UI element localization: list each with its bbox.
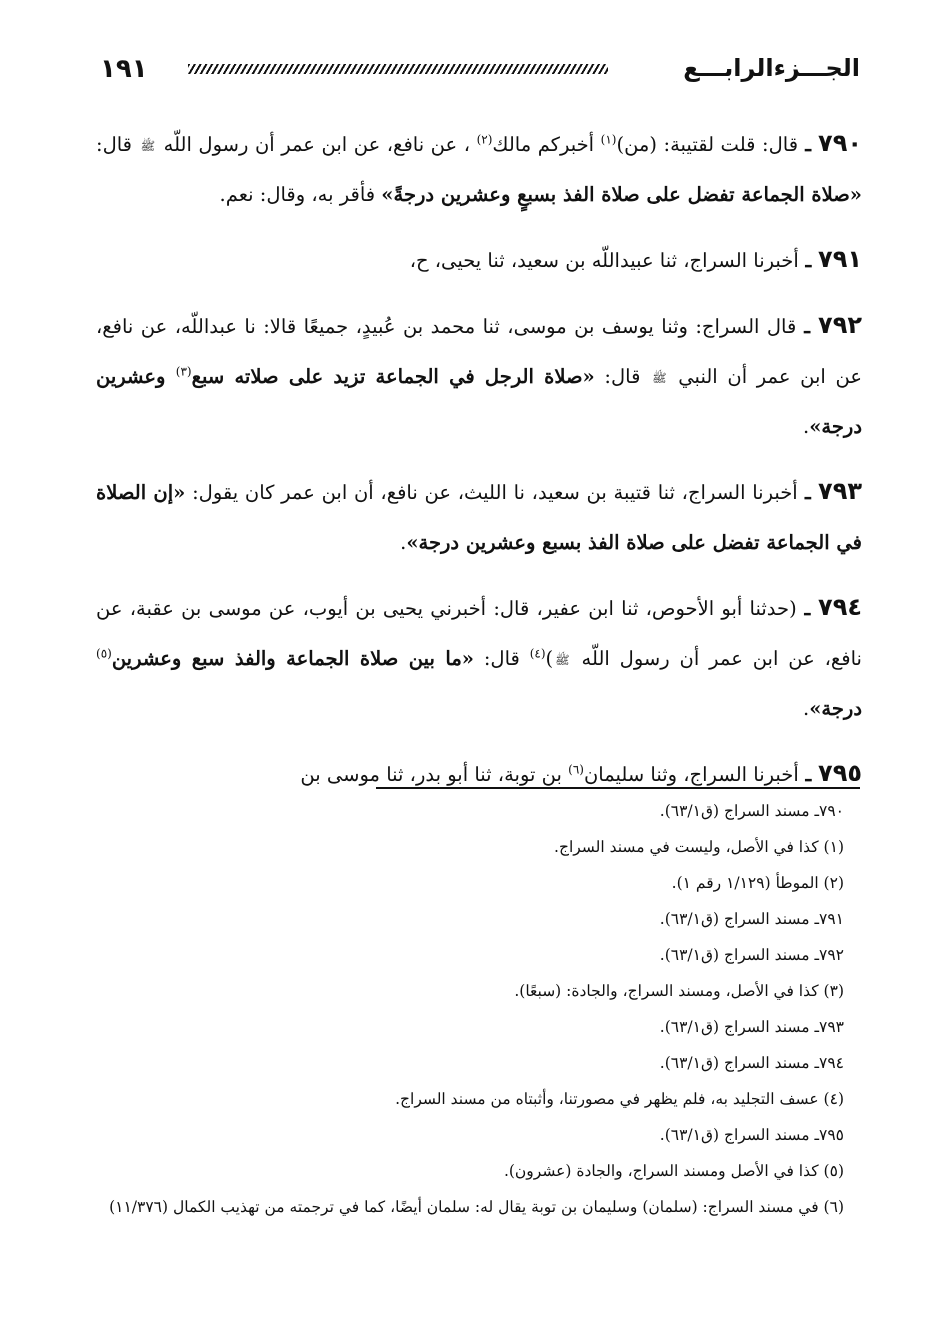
footnote-separator: [376, 787, 860, 789]
footnote-item: ٧٩٥ـ مسند السراج (ق٦٣/١).: [659, 1126, 844, 1144]
footnote-ref[interactable]: (٤): [529, 646, 546, 661]
footnote-ref[interactable]: (٦): [568, 762, 584, 777]
footnote-item: (١) كذا في الأصل، وليست في مسند السراج.: [554, 838, 844, 856]
isnad-text: .: [803, 415, 810, 438]
page-header: [100, 48, 860, 98]
hadith-number: ٧٩٣: [818, 477, 862, 505]
footnote-item: (٦) في مسند السراج: (سلمان) وسليمان بن توبة يقال له: سلمان أيضًا، كما في ترجمته من تهذيب الكمال (١١/٣٧٦): [109, 1198, 844, 1216]
footnote-item: (٤) عسف التجليد به، فلم يظهر في مصورتنا، وأثبتاه من مسند السراج.: [395, 1090, 844, 1108]
main-text: [96, 118, 862, 814]
hadith-790: ٧٩٠ ـ قال: قلت لقتيبة: (من)$^{(١)}$ أخبركم مالك$^{(٢)}$ ، عن نافع، عن ابن عمر أن رسول اللّه ﷺ قال: «صلاة الجماعة تفضل على صلاة الفذ بسبعٍ وعشرين درجةً» فأقر به، وقال: نعم.: [96, 129, 862, 206]
footnote-ref[interactable]: (١): [600, 132, 617, 147]
hadith-793: ٧٩٣ ـ أخبرنا السراج، ثنا قتيبة بن سعيد، نا الليث، عن نافع، أن ابن عمر كان يقول: «إن الصلاة في الجماعة تفضل على صلاة الفذ بسبع وعشرين درجة».: [96, 477, 862, 554]
footnote-item: (٣) كذا في الأصل، ومسند السراج، والجادة: (سبعًا).: [514, 982, 844, 1000]
footnote-ref[interactable]: (٢): [476, 132, 493, 147]
isnad-text: .: [400, 531, 407, 554]
footnote-item: ٧٩٠ـ مسند السراج (ق٦٣/١).: [659, 802, 844, 820]
footnote-item: ٧٩١ـ مسند السراج (ق٦٣/١).: [659, 910, 844, 928]
salla-ligature-glyph: ﷺ: [140, 138, 156, 153]
footnote-ref[interactable]: (٣): [175, 364, 192, 379]
isnad-text: فأقر به، وقال: نعم.: [219, 183, 382, 206]
isnad-text: قال السراج: وثنا يوسف بن موسى، ثنا محمد بن عُبيدٍ، جميعًا قالا: نا عبداللّه، عن نافع، عن ابن عمر أن النبي: [96, 315, 862, 388]
footnote-item: ٧٩٤ـ مسند السراج (ق٦٣/١).: [659, 1054, 844, 1072]
isnad-text: .: [803, 697, 810, 720]
isnad-text: قال:: [594, 365, 651, 388]
footnotes: [96, 793, 864, 1222]
footnote-ref[interactable]: (٥): [96, 646, 112, 661]
matn-text: درجة»: [809, 697, 862, 720]
hadith-number: ٧٩٥: [818, 759, 862, 787]
hadith-794: ٧٩٤ ـ (حدثنا أبو الأحوص، ثنا ابن عفير، قال: أخبرني يحيى بن أيوب، عن موسى بن عقبة، عن نافع، عن ابن عمر أن رسول اللّه ﷺ)$^{(٤)}$ قال: «ما بين صلاة الجماعة والفذ سبع وعشرين$^{(٥)}$ درجة».: [96, 593, 862, 720]
header-decorative-rule: [188, 64, 608, 74]
isnad-text: أخبرنا السراج، ثنا قتيبة بن سعيد، نا الليث، عن نافع، أن ابن عمر كان يقول:: [185, 481, 798, 504]
matn-text: «صلاة الرجل في الجماعة تزيد على صلاته سبع: [191, 365, 595, 388]
hadith-791: ٧٩١ ـ أخبرنا السراج، ثنا عبيداللّه بن سعيد، ثنا يحيى، ح،: [409, 245, 862, 273]
footnote-item: (٥) كذا في الأصل ومسند السراج، والجادة (عشرون).: [503, 1162, 844, 1180]
isnad-text: قال:: [96, 133, 139, 156]
footnote-item: ٧٩٣ـ مسند السراج (ق٦٣/١).: [659, 1018, 844, 1036]
isnad-text: قال:: [473, 647, 530, 670]
salla-ligature-glyph: ﷺ: [555, 652, 570, 667]
hadith-number: ٧٩٠: [818, 129, 862, 157]
isnad-text: ، عن نافع، عن ابن عمر أن رسول اللّه: [157, 133, 477, 156]
isnad-text: قال: قلت لقتيبة: (من): [616, 133, 799, 156]
isnad-text: بن توبة، ثنا أبو بدر، ثنا موسى بن: [300, 763, 569, 786]
matn-text: «ما بين صلاة الجماعة والفذ سبع وعشرين: [111, 647, 474, 670]
isnad-text: ): [545, 647, 554, 670]
isnad-text: (حدثنا أبو الأحوص، ثنا ابن عفير، قال: أخبرني يحيى بن أيوب، عن موسى بن عقبة، عن نافع، عن ابن عمر أن رسول اللّه: [96, 597, 862, 670]
matn-text: وعشرين درجة»: [96, 365, 862, 438]
footnote-item: ٧٩٢ـ مسند السراج (ق٦٣/١).: [659, 946, 844, 964]
matn-text: «صلاة الجماعة تفضل على صلاة الفذ بسبعٍ وعشرين درجةً»: [381, 183, 862, 206]
isnad-text: أخبرنا السراج، وثنا سليمان: [583, 763, 799, 786]
isnad-text: أخبرنا السراج، ثنا عبيداللّه بن سعيد، ثنا يحيى، ح،: [409, 249, 799, 272]
hadith-792: ٧٩٢ ـ قال السراج: وثنا يوسف بن موسى، ثنا محمد بن عُبيدٍ، جميعًا قالا: نا عبداللّه، عن نافع، عن ابن عمر أن النبي ﷺ قال: «صلاة الرجل في الجماعة تزيد على صلاته سبع$^{(٣)}$ وعشرين درجة».: [96, 311, 862, 438]
running-title: الجـــزءالرابـــع: [683, 54, 860, 82]
isnad-text: أخبركم مالك: [492, 133, 601, 156]
page-number: ١٩١: [100, 54, 148, 84]
hadith-number: ٧٩٤: [818, 593, 862, 621]
matn-text: «إن الصلاة في الجماعة تفضل على صلاة الفذ بسبع وعشرين درجة»: [96, 481, 862, 554]
hadith-number: ٧٩١: [818, 245, 862, 273]
salla-ligature-glyph: ﷺ: [652, 370, 667, 385]
hadith-795: ٧٩٥ ـ أخبرنا السراج، وثنا سليمان$^{(٦)}$ بن توبة، ثنا أبو بدر، ثنا موسى بن: [300, 759, 862, 787]
hadith-number: ٧٩٢: [818, 311, 862, 339]
footnote-item: (٢) الموطأ (١/١٢٩ رقم ١).: [671, 874, 844, 892]
